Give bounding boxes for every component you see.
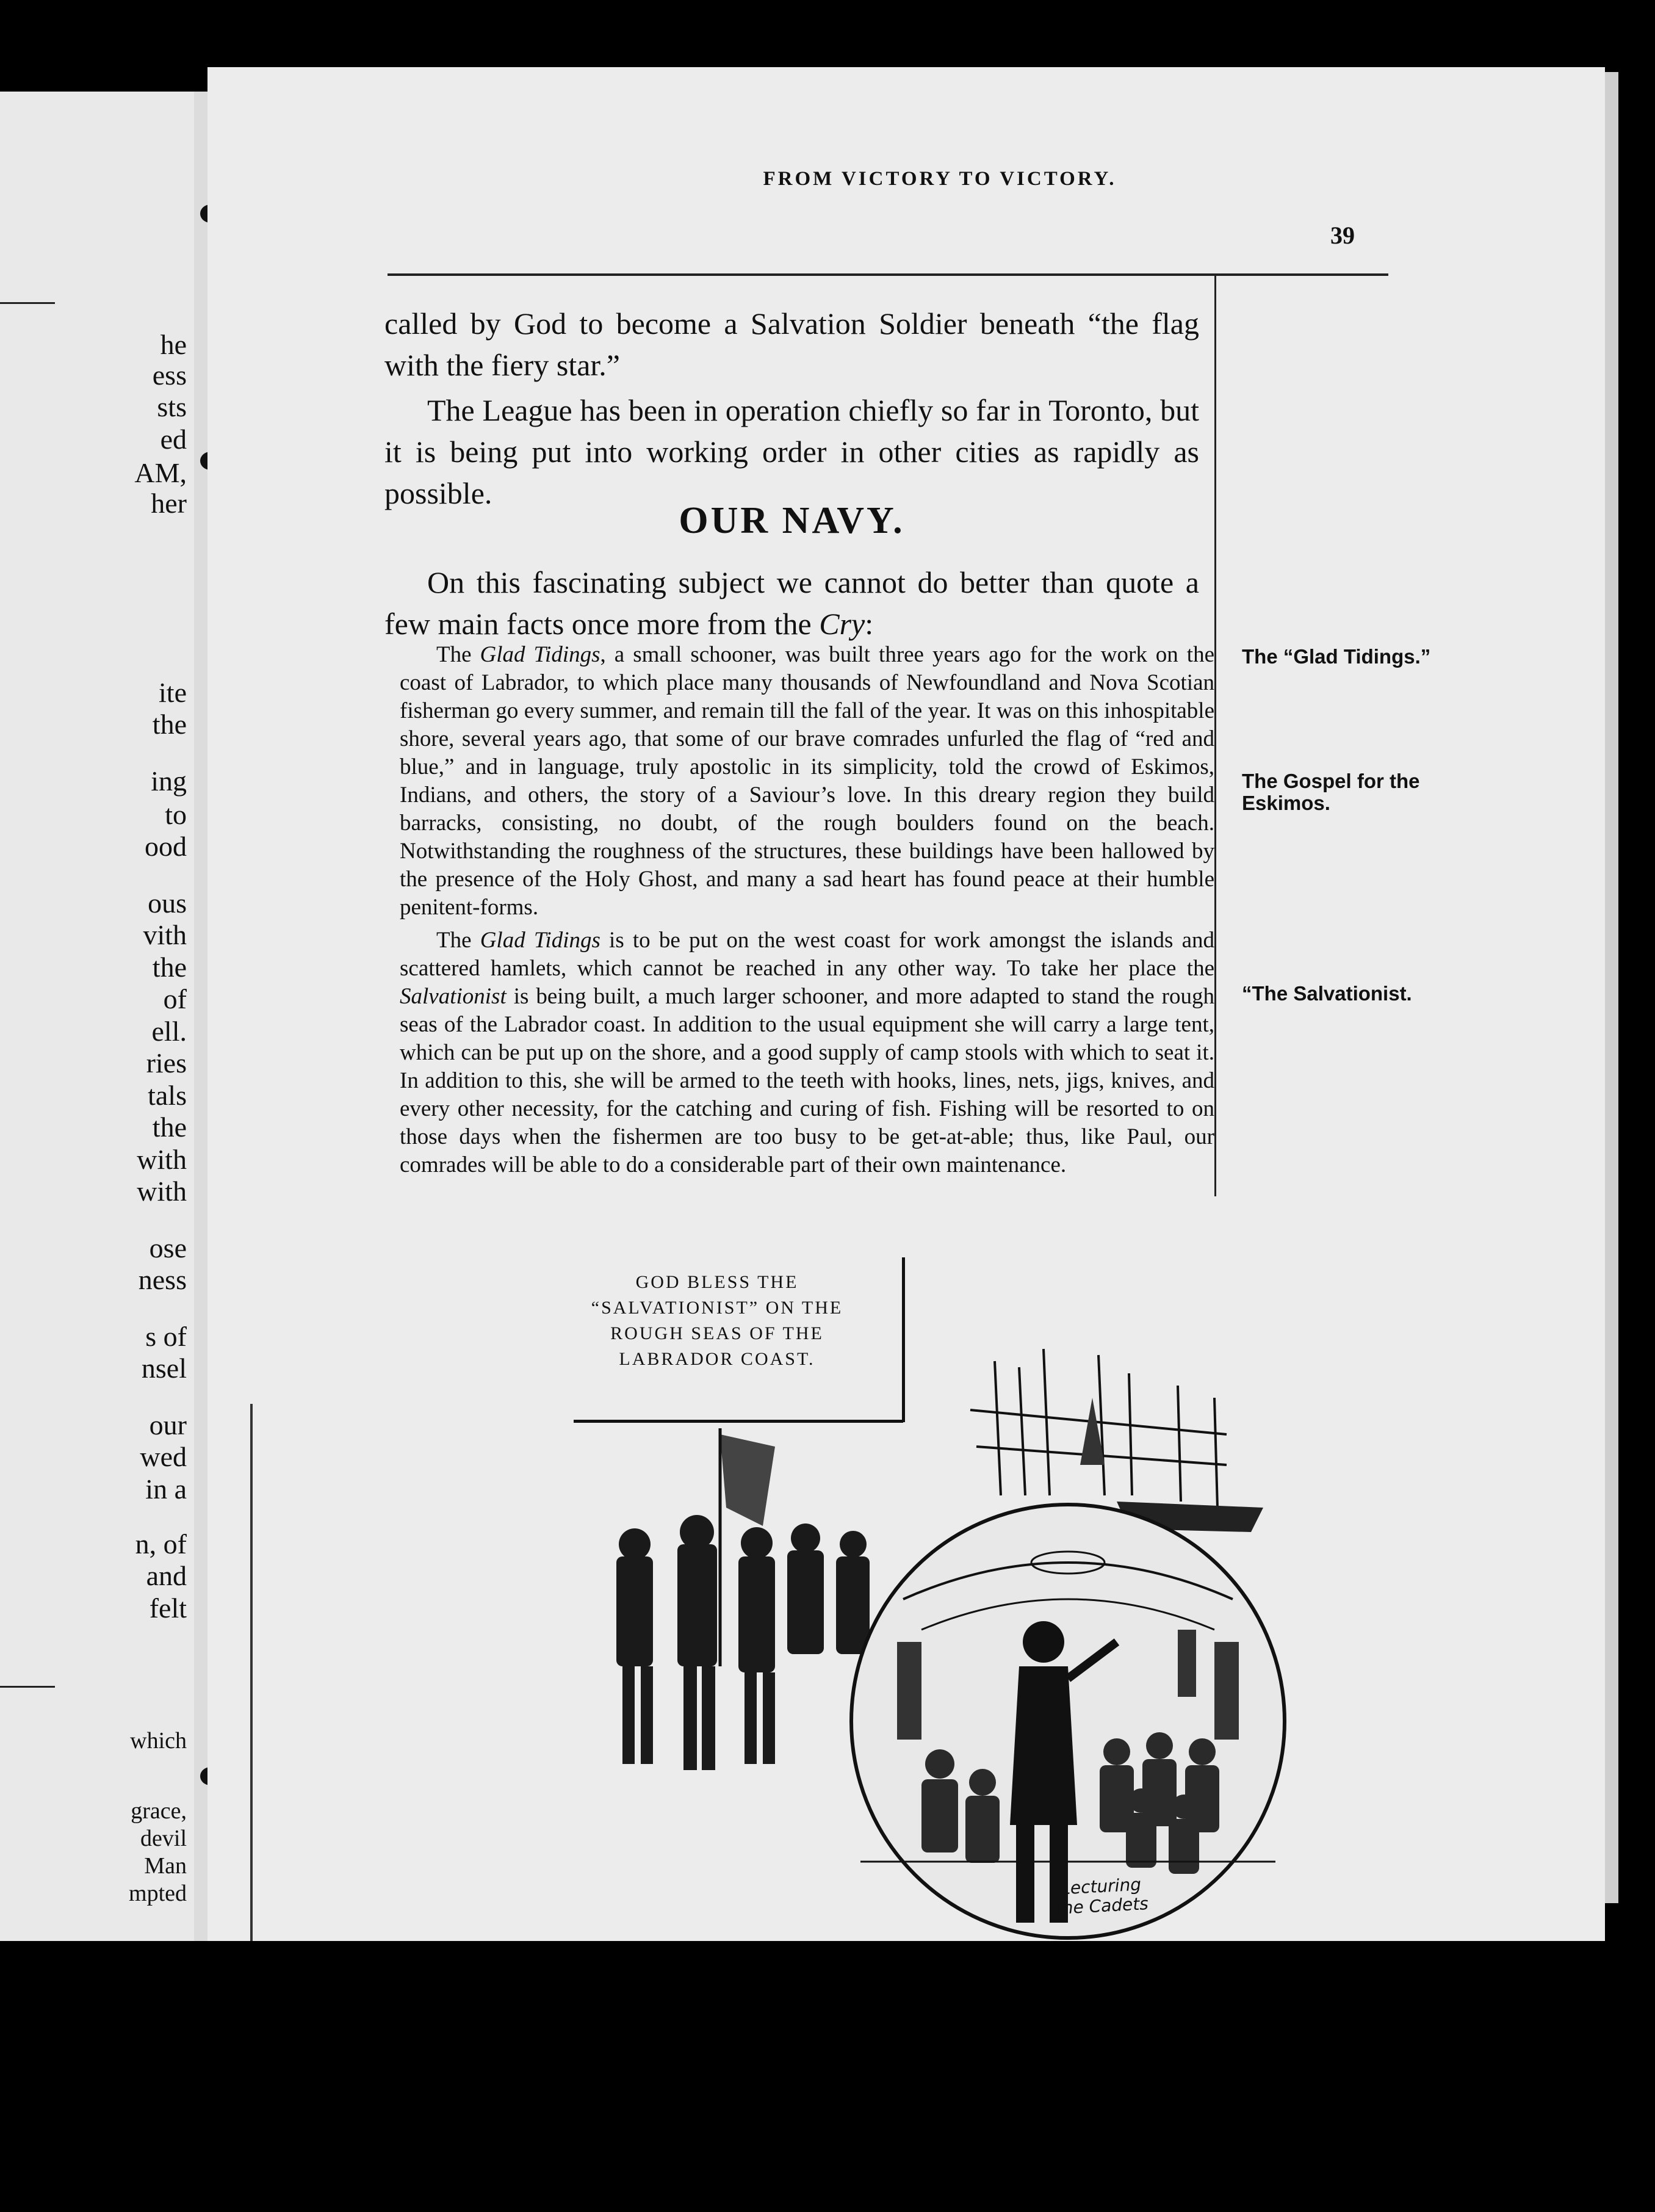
previous-page-fragment: with [137, 1176, 187, 1207]
previous-page-fragment: AM, [134, 457, 187, 488]
previous-page-fragment: the [152, 952, 187, 983]
previous-page-fragment: ous [148, 887, 187, 919]
quoted-passage [400, 641, 1214, 1184]
previous-page-edge [0, 92, 194, 1941]
previous-page-fragment: and [146, 1560, 187, 1591]
engraving-illustration [580, 1325, 1312, 1972]
previous-page-fragment: ite [159, 677, 187, 708]
header-rule [388, 273, 1388, 276]
previous-page-fragment: he [160, 329, 187, 360]
previous-page-fragment: tals [148, 1080, 187, 1111]
previous-page-fragment: mpted [129, 1881, 187, 1906]
previous-page-fragment: her [151, 488, 187, 519]
page-edge [1605, 72, 1618, 1903]
illustration-caption: GOD BLESS THE “SALVATIONIST” ON THE ROUGH SEAS OF THE LABRADOR COAST. [591, 1272, 843, 1369]
previous-page-fragment: ed [160, 424, 187, 455]
paragraph-1: called by God to become a Salvation Soldier beneath “the flag with the fiery star.” [384, 306, 1199, 382]
previous-page-rule [0, 302, 55, 304]
previous-page-fragment: in a [145, 1473, 187, 1505]
sidenote-salvationist: “The Salvationist. [1242, 982, 1412, 1005]
previous-page-fragment: ood [145, 831, 187, 862]
running-title [513, 168, 1367, 190]
previous-page-fragment: ing [151, 765, 187, 797]
gutter-line [250, 1404, 253, 1941]
previous-page-fragment: to [165, 799, 187, 830]
previous-page-fragment: n, of [135, 1528, 187, 1560]
previous-page-fragment: wed [140, 1441, 187, 1472]
lecture-vignette [851, 1505, 1285, 1938]
paragraph-2: The League has been in operation chiefly so far in Toronto, but it is being put into working order in other cities as rapidly as possible. [384, 393, 1199, 510]
previous-page-rule-lower [0, 1686, 55, 1688]
previous-page-fragment: ose [149, 1232, 187, 1263]
previous-page-fragment: with [137, 1144, 187, 1175]
previous-page-fragment: devil [140, 1826, 187, 1851]
previous-page-fragment: sts [157, 391, 187, 422]
previous-page-fragment: Man [144, 1853, 187, 1879]
sidenote-glad-tidings: The “Glad Tidings.” [1242, 645, 1431, 668]
paragraph-3: On this fascinating subject we cannot do better than quote a few main facts once more from the Cry: [384, 565, 1199, 641]
previous-page-fragment: vith [143, 919, 187, 950]
paragraph-continued [384, 303, 1199, 514]
previous-page-fragment: of [163, 983, 187, 1014]
previous-page-fragment: ness [138, 1264, 187, 1295]
intro-paragraph [384, 562, 1199, 645]
previous-page-fragment: the [152, 709, 187, 740]
previous-page-fragment: ell. [151, 1016, 187, 1047]
page-number: 39 [1330, 222, 1355, 249]
vignette-handwritten-label: Lecturing the Cadets [1055, 1874, 1149, 1918]
quote-paragraph-2: The Glad Tidings is to be put on the west coast for work amongst the islands and scattered hamlets, which cannot be reached in any other way. To take her place the Salvationist is being built, a much larger schooner, and more adapted to stand the rough seas of the Labrador coast. In addition to the usual equipment she will carry a large tent, which can be put up on the shore, and a good supply of camp stools with which to seat it. In addition to this, she will be armed to the teeth with hooks, lines, nets, jigs, knives, and every other necessity, for the catching and curing of fish. Fishing will be resorted to on those days when the fishermen are too busy to be get-at-able; thus, like Paul, our comrades will be able to do a considerable part of their own maintenance. [400, 928, 1214, 1177]
previous-page-fragment: our [149, 1409, 187, 1440]
previous-page-fragment: s of [145, 1321, 187, 1352]
previous-page-fragment: ess [152, 360, 187, 391]
previous-page-fragment: the [152, 1111, 187, 1143]
previous-page-fragment: felt [149, 1592, 187, 1624]
sidenote-gospel-eskimos: The Gospel for the Eskimos. [1242, 770, 1420, 814]
previous-page-fragment: ries [146, 1047, 187, 1079]
ship-masts [970, 1349, 1227, 1508]
quote-paragraph-1: The Glad Tidings, a small schooner, was built three years ago for the work on the coast of Labrador, to which place many thousands of Newfoundland and Nova Scotian fisherman go every summer, and remain till the fall of the year. It was on this inhospitable shore, several years ago, that some of our brave comrades unfurled the flag of “red and blue,” and in language, truly apostolic in its simplicity, told the crowd of Eskimos, Indians, and others, the story of a Saviour’s love. In this dreary region they build barracks, consisting, no doubt, of the rough boulders found on the beach. Notwithstanding the roughness of the structures, these buildings have been hallowed by the presence of the Holy Ghost, and many a sad heart has found peace at their humble penitent-forms. [400, 642, 1215, 920]
previous-page-fragment: which [130, 1728, 187, 1754]
running-title-text: FROM VICTORY TO VICTORY. [763, 168, 1117, 190]
previous-page-fragment: grace, [131, 1798, 187, 1824]
previous-page-fragment: nsel [141, 1353, 187, 1384]
margin-rule-lower [1214, 276, 1216, 1196]
section-title: OUR NAVY. [679, 500, 905, 541]
sailors-marching [616, 1428, 870, 1770]
